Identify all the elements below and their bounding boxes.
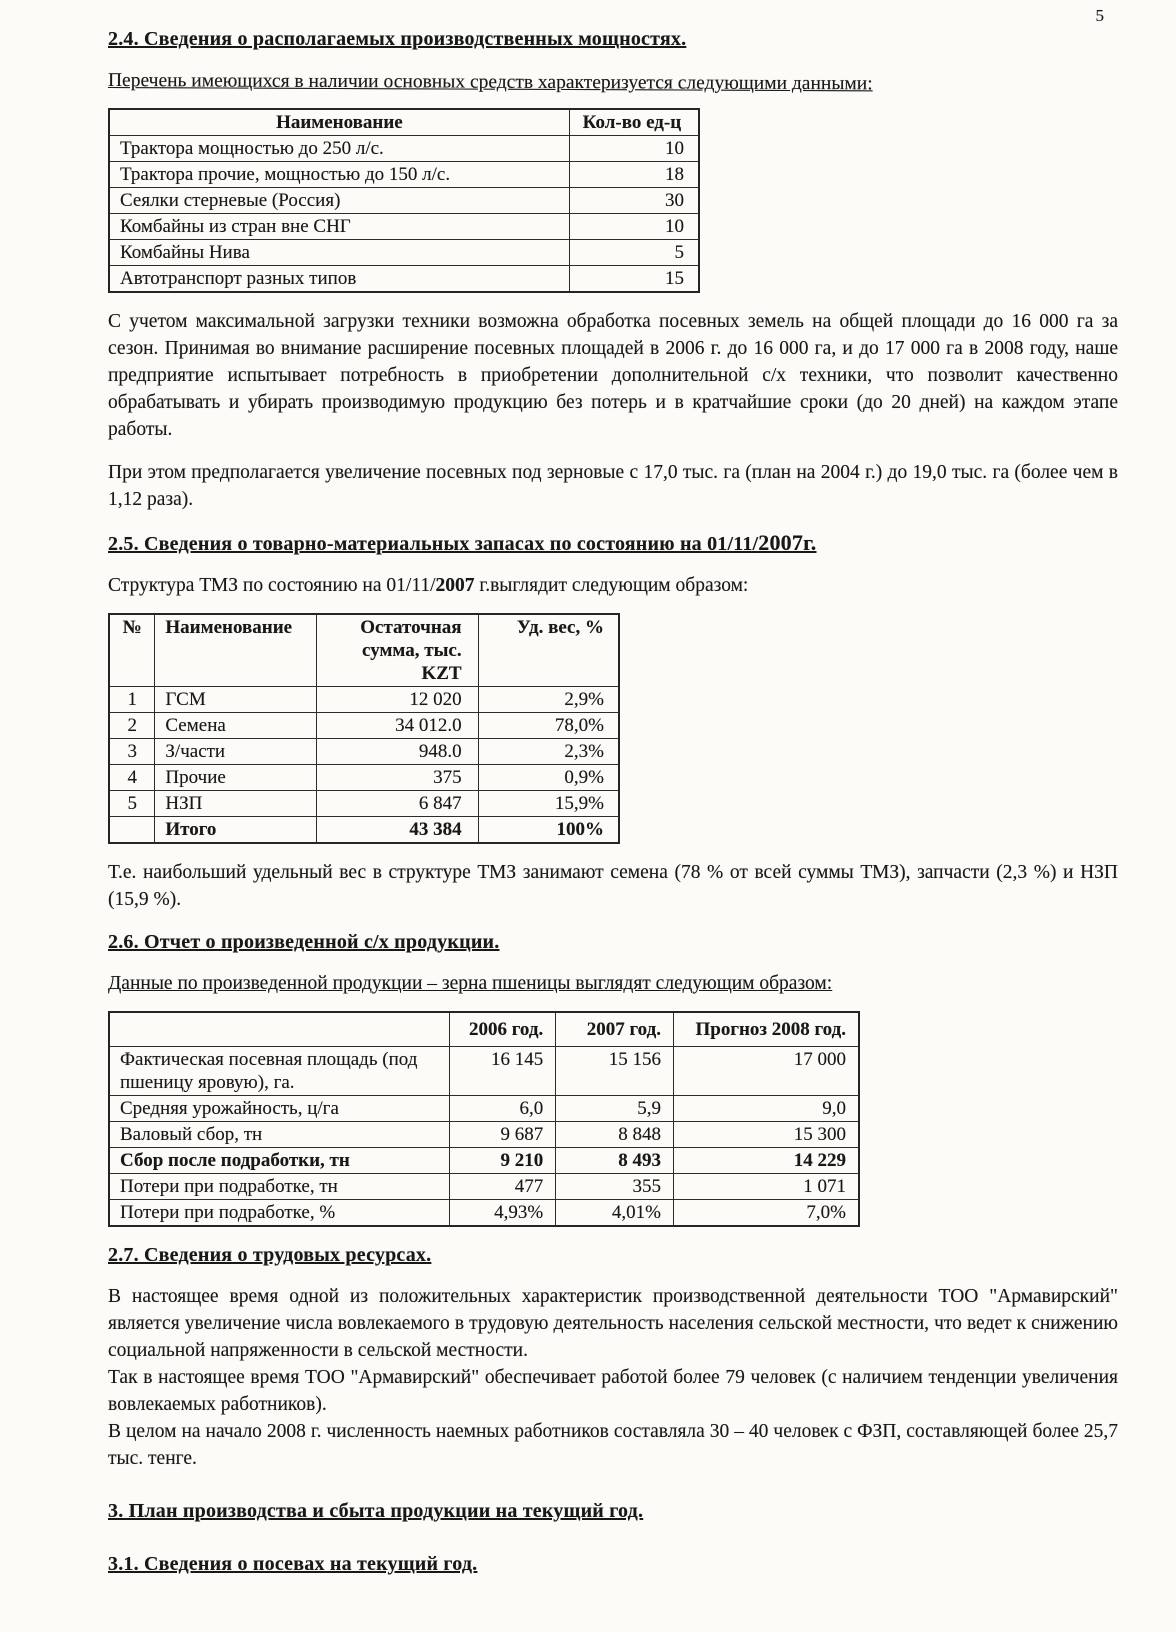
table-cell: 14 229 [673, 1148, 859, 1174]
table-row [109, 1096, 859, 1122]
table-cell: Итого [155, 817, 317, 844]
table-cell: 5 [569, 240, 699, 266]
paragraph-labor-3: В целом на начало 2008 г. численность наемных работников составляла 30 – 40 человек с ФЗП, составляющей более 25,7 тыс. тенге. [108, 1421, 1118, 1469]
table-cell: Средняя урожайность, ц/га [109, 1096, 450, 1122]
table-row [109, 188, 699, 214]
heading-3-1: 3.1. Сведения о посевах на текущий год. [108, 1553, 478, 1575]
table-cell: 6 847 [317, 791, 478, 817]
table-cell: 4,01% [556, 1200, 674, 1227]
column-header: Наименование [155, 614, 317, 687]
column-header: № [109, 614, 155, 687]
table-cell: 5,9 [556, 1096, 674, 1122]
paragraph-labor-1: В настоящее время одной из положительных характеристик производственной деятельности ТОО "Армавирский" является увеличение числа вовлекаемого в трудовую деятельность населения сельской местности, что ведет к снижению социальной напряженности в сельской местности. [108, 1286, 1118, 1361]
table-cell: 8 493 [556, 1148, 674, 1174]
table-cell: Комбайны из стран вне СНГ [109, 214, 569, 240]
table-row [109, 1174, 859, 1200]
table-cell: Трактора мощностью до 250 л/с. [109, 136, 569, 162]
column-header: Уд. вес, % [478, 614, 619, 687]
column-header: 2006 год. [450, 1012, 556, 1047]
intro-2-6: Данные по произведенной продукции – зерна пшеницы выглядят следующим образом: [108, 973, 833, 994]
table-cell: 3 [109, 739, 155, 765]
table-cell: 355 [556, 1174, 674, 1200]
heading-2-5-year: 2007г. [758, 530, 817, 555]
table-cell: 2 [109, 713, 155, 739]
table-cell: 4 [109, 765, 155, 791]
table-total-row [109, 817, 619, 844]
table-cell: 4,93% [450, 1200, 556, 1227]
table-cell: 9 687 [450, 1122, 556, 1148]
table-cell: 34 012.0 [317, 713, 478, 739]
table-cell: 1 071 [673, 1174, 859, 1200]
intro-2-4: Перечень имеющихся в наличии основных средств характеризуется следующими данными: [107, 70, 873, 95]
column-header: 2007 год. [556, 1012, 674, 1047]
table-cell: 15 156 [556, 1047, 674, 1096]
table-cell: 10 [569, 136, 699, 162]
table-row [109, 791, 619, 817]
table-cell: Фактическая посевная площадь (под пшеницу яровую), га. [109, 1047, 450, 1096]
table-header-row [109, 109, 699, 136]
table-row [109, 687, 619, 713]
table-cell: З/части [155, 739, 317, 765]
heading-2-4: 2.4. Сведения о располагаемых производственных мощностях. [108, 28, 687, 50]
paragraph-capacity: С учетом максимальной загрузки техники возможна обработка посевных земель на общей площади до 16 000 га за сезон. Принимая во внимание расширение посевных площадей в 2006 г. до 16 000 га, и до 17 000 га в 2008 году, наше предприятие испытывает потребность в приобретении дополнительной с/х техники, что позволит качественно обрабатывать и убирать производимую продукцию без потерь и в кратчайшие сроки (до 20 дней) на каждом этапе работы. [108, 311, 1118, 440]
table-cell: Прочие [155, 765, 317, 791]
table-cell: 6,0 [450, 1096, 556, 1122]
table-cell: Комбайны Нива [109, 240, 569, 266]
paragraph-sowing-increase: При этом предполагается увеличение посевных под зерновые с 17,0 тыс. га (план на 2004 г.) до 19,0 тыс. га (более чем в 1,12 раза). [108, 462, 1118, 510]
paragraph-tmz-summary: Т.е. наибольший удельный вес в структуре ТМЗ занимают семена (78 % от всей суммы ТМЗ), запчасти (2,3 %) и НЗП (15,9 %). [108, 862, 1118, 910]
intro-2-5-pre: Структура ТМЗ по состоянию на 01/11/ [108, 575, 436, 596]
table-cell: 16 145 [450, 1047, 556, 1096]
table-cell: 17 000 [673, 1047, 859, 1096]
table-row [109, 1148, 859, 1174]
table-row [109, 240, 699, 266]
table-cell: 43 384 [317, 817, 478, 844]
table-row [109, 162, 699, 188]
table-cell: 0,9% [478, 765, 619, 791]
table-cell: 7,0% [673, 1200, 859, 1227]
table-row [109, 1047, 859, 1096]
table-row [109, 1122, 859, 1148]
table-cell: Потери при подработке, % [109, 1200, 450, 1227]
table-cell: 10 [569, 214, 699, 240]
column-header [109, 1012, 450, 1047]
production-table [108, 1011, 860, 1227]
heading-2-5-text: 2.5. Сведения о товарно-материальных запасах по состоянию на 01/11/ [108, 533, 759, 555]
table-cell: 375 [317, 765, 478, 791]
table-cell: Семена [155, 713, 317, 739]
table-row [109, 266, 699, 293]
equipment-table [108, 108, 700, 293]
heading-2-7: 2.7. Сведения о трудовых ресурсах. [108, 1244, 432, 1266]
table-cell: 100% [478, 817, 619, 844]
table-cell: 2,3% [478, 739, 619, 765]
labor-paragraphs [108, 1283, 1118, 1472]
intro-2-5-year: 2007 [435, 575, 475, 596]
table-cell: 12 020 [317, 687, 478, 713]
column-header: Кол-во ед-ц [569, 109, 699, 136]
paragraph-labor-2: Так в настоящее время ТОО "Армавирский" обеспечивает работой более 79 человек (с наличием тенденции увеличения вовлекаемых работников). [108, 1367, 1118, 1415]
table-cell: 15 [569, 266, 699, 293]
table-cell: Автотранспорт разных типов [109, 266, 569, 293]
table-cell: Сбор после подработки, тн [109, 1148, 450, 1174]
heading-3: 3. План производства и сбыта продукции на текущий год. [108, 1500, 644, 1522]
table-cell: 15 300 [673, 1122, 859, 1148]
table-header-row [109, 1012, 859, 1047]
heading-2-5 [108, 529, 1118, 558]
table-row [109, 214, 699, 240]
heading-2-6: 2.6. Отчет о произведенной с/х продукции. [108, 931, 500, 953]
table-cell: 2,9% [478, 687, 619, 713]
table-cell: 477 [450, 1174, 556, 1200]
table-cell: 8 848 [556, 1122, 674, 1148]
table-cell: 9 210 [450, 1148, 556, 1174]
table-cell: 1 [109, 687, 155, 713]
page-number: 5 [1095, 6, 1104, 25]
table-cell: 30 [569, 188, 699, 214]
table-cell: НЗП [155, 791, 317, 817]
table-row [109, 136, 699, 162]
table-row [109, 1200, 859, 1227]
table-cell: Трактора прочие, мощностью до 150 л/с. [109, 162, 569, 188]
intro-2-5 [108, 572, 1118, 599]
table-cell: 18 [569, 162, 699, 188]
table-cell: Сеялки стерневые (Россия) [109, 188, 569, 214]
table-cell: ГСМ [155, 687, 317, 713]
column-header: Прогноз 2008 год. [673, 1012, 859, 1047]
table-cell: 9,0 [673, 1096, 859, 1122]
table-cell [109, 817, 155, 844]
column-header: Наименование [109, 109, 569, 136]
table-header-row [109, 614, 619, 687]
table-cell: 78,0% [478, 713, 619, 739]
table-row [109, 713, 619, 739]
intro-2-5-post: г.выглядит следующим образом: [474, 575, 749, 596]
tmz-table [108, 613, 620, 844]
table-row [109, 765, 619, 791]
table-row [109, 739, 619, 765]
table-cell: 15,9% [478, 791, 619, 817]
table-cell: 5 [109, 791, 155, 817]
table-cell: Валовый сбор, тн [109, 1122, 450, 1148]
column-header: Остаточная сумма, тыс. KZT [317, 614, 478, 687]
table-cell: 948.0 [317, 739, 478, 765]
table-cell: Потери при подработке, тн [109, 1174, 450, 1200]
